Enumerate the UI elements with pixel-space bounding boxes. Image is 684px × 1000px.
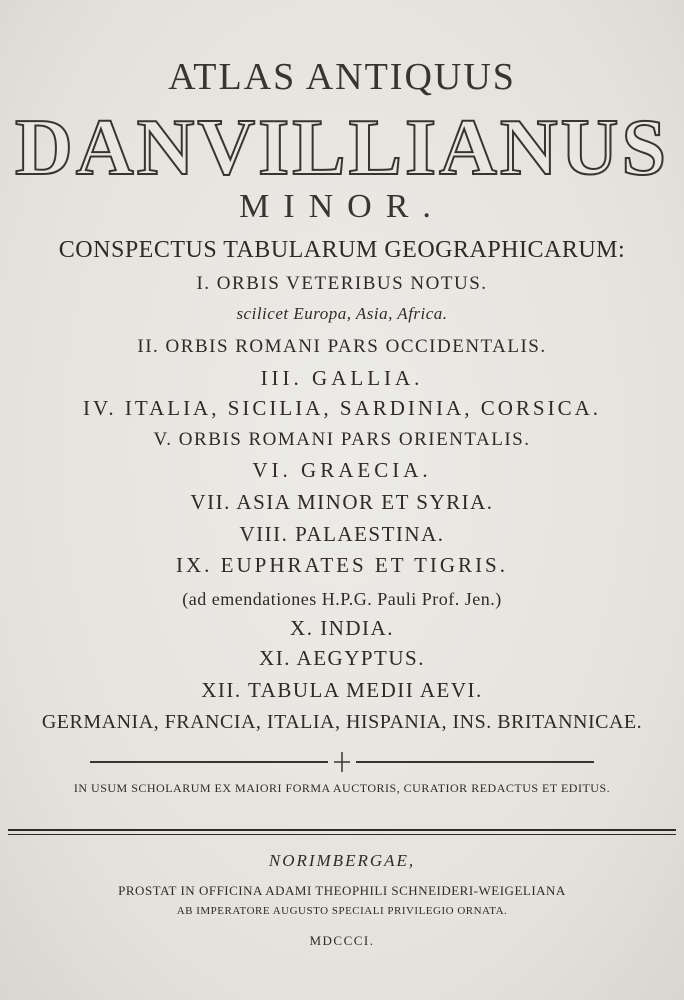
- map-entry-12: XII. TABULA MEDII AEVI.: [201, 678, 483, 702]
- map-entry-10: X. INDIA.: [290, 616, 394, 640]
- map-entry-9: IX. EUPHRATES ET TIGRIS.: [176, 553, 508, 577]
- divider-bar-right: [356, 761, 594, 763]
- map-entry-6: VI. GRAECIA.: [252, 458, 432, 482]
- imprint-year: MDCCCI.: [309, 933, 375, 948]
- map-entry-1: I. ORBIS VETERIBUS NOTUS.: [196, 273, 488, 294]
- imprint-city: NORIMBERGAE,: [268, 851, 416, 870]
- map-entry-7: VII. ASIA MINOR ET SYRIA.: [190, 490, 494, 514]
- imprint-publisher: PROSTAT IN OFFICINA ADAMI THEOPHILI SCHNEIDERI-WEIGELIANA: [118, 883, 566, 898]
- map-entry-8: VIII. PALAESTINA.: [239, 522, 445, 546]
- divider-bar-left: [90, 761, 328, 763]
- horizontal-rule-thick: [8, 829, 676, 831]
- imprint-privilege: AB IMPERATORE AUGUSTO SPECIALI PRIVILEGIO ORNATA.: [176, 905, 508, 917]
- title-line-minor: MINOR.: [239, 188, 445, 225]
- map-entry-1-note: scilicet Europa, Asia, Africa.: [236, 304, 448, 323]
- map-entry-9-note: (ad emendationes H.P.G. Pauli Prof. Jen.): [182, 589, 502, 609]
- horizontal-rule-thin: [8, 834, 676, 835]
- map-entry-5: V. ORBIS ROMANI PARS ORIENTALIS.: [153, 429, 531, 450]
- map-entry-3: III. GALLIA.: [260, 366, 424, 390]
- edition-note: IN USUM SCHOLARUM EX MAIORI FORMA AUCTORIS, CURATIOR REDACTUS ET EDITUS.: [73, 781, 611, 795]
- subtitle-conspectus: CONSPECTUS TABULARUM GEOGRAPHICARUM:: [58, 237, 626, 263]
- map-entry-4: IV. ITALIA, SICILIA, SARDINIA, CORSICA.: [82, 396, 601, 420]
- map-entry-2: II. ORBIS ROMANI PARS OCCIDENTALIS.: [137, 336, 547, 357]
- cross-ornament-icon: [332, 752, 352, 772]
- map-entry-11: XI. AEGYPTUS.: [259, 646, 425, 670]
- title-line-danvillianus: DANVILLIANUS: [15, 104, 669, 192]
- map-entry-12-regions: GERMANIA, FRANCIA, ITALIA, HISPANIA, INS. BRITANNICAE.: [41, 711, 643, 733]
- ornamental-divider: [0, 752, 684, 772]
- title-line-atlas-antiquus: ATLAS ANTIQUUS: [168, 56, 516, 98]
